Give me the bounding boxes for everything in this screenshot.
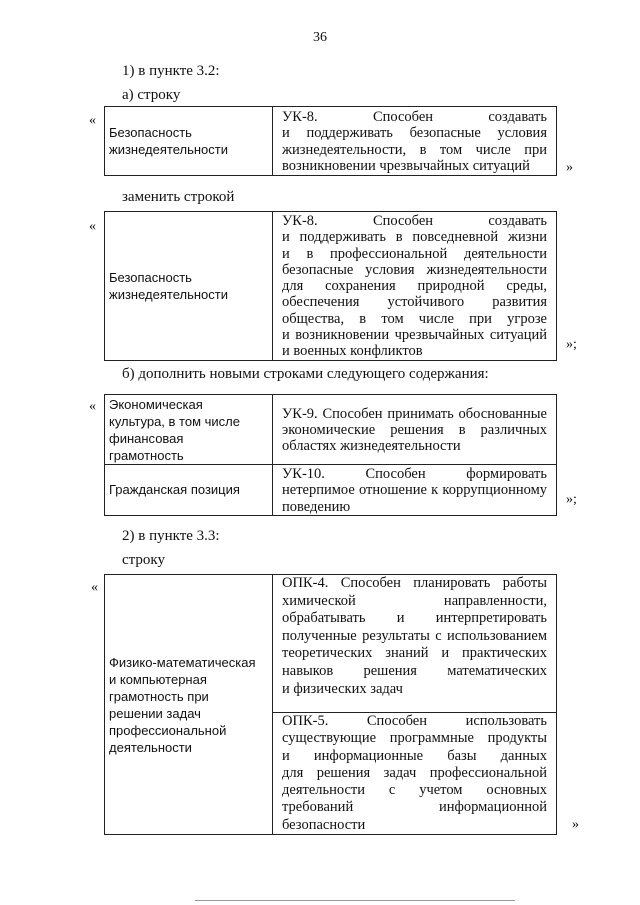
table-added-row-uk9-right <box>273 395 557 465</box>
table-added-row-uk10-left <box>105 465 273 516</box>
open-quote-1: « <box>89 113 96 128</box>
table-opk5-right-line: деятельности с учетом основных <box>282 782 547 799</box>
table-new-uk8 <box>104 211 557 361</box>
table-opk4-right-line: и физических задач <box>282 680 403 697</box>
table-old-uk8-left-line: жизнедеятельности <box>109 142 228 157</box>
table-opk-left-line: грамотность при <box>109 688 209 704</box>
table-opk-left-line: деятельности <box>109 739 192 755</box>
table-new-uk8-left-line: Безопасность <box>109 269 192 285</box>
close-quote-1: » <box>566 160 573 175</box>
table-old-uk8-left-line: Безопасность <box>109 125 192 140</box>
table-opk-left-line: профессиональной <box>109 722 227 738</box>
item-2-heading: 2) в пункте 3.3: <box>122 528 220 544</box>
table-opk5-right-line: и информационные базы данных <box>282 747 547 764</box>
table-added-row-left-line: Гражданская позиция <box>109 482 240 498</box>
table-added-row-right-line: УК-9. Способен принимать обоснованные <box>282 405 547 422</box>
item-1b-heading: б) дополнить новыми строками следующего содержания: <box>122 366 489 382</box>
table-added-row-left-line: финансовая <box>109 431 184 446</box>
table-opk5-right-line: ОПК-5. Способен использовать <box>282 713 547 729</box>
table-opk5-right-line: требований информационной <box>282 799 547 816</box>
table-opk <box>104 574 557 835</box>
table-opk-left-line: Физико-математическая <box>109 654 256 670</box>
close-quote-2: »; <box>566 337 577 352</box>
table-opk5-right-line: для решения задач профессиональной <box>282 764 547 781</box>
table-opk5-right-line: безопасности <box>282 816 366 833</box>
open-quote-2: « <box>89 219 96 234</box>
open-quote-4: « <box>91 580 98 595</box>
table-old-uk8-right-line: и поддерживать безопасные условия <box>282 125 547 142</box>
table-new-uk8-left <box>105 212 273 361</box>
table-opk5-right <box>273 713 557 835</box>
table-added-row-uk9-left <box>105 395 273 465</box>
item-1a-heading: а) строку <box>122 87 181 103</box>
page-bottom-rule <box>195 900 515 901</box>
table-added-row-left-line: Экономическая <box>109 397 203 412</box>
table-old-uk8-right-line: жизнедеятельности, в том числе при <box>282 141 547 158</box>
table-opk4-right-line: полученные результаты с использованием <box>282 627 547 644</box>
table-new-uk8-right-line: для сохранения природной среды, <box>282 278 547 295</box>
table-added-row-right-line: экономические решения в различных <box>282 421 547 438</box>
table-added-row-uk10-right <box>273 465 557 516</box>
table-opk4-right-line: навыков решения математических <box>282 662 547 679</box>
table-opk-left-line: и компьютерная <box>109 671 207 687</box>
table-old-uk8-right-line: возникновении чрезвычайных ситуаций <box>282 157 530 174</box>
table-added-row-right-line: поведению <box>282 498 351 515</box>
table-opk4-right-line: обрабатывать и интерпретировать <box>282 610 547 627</box>
table-new-uk8-left-line: жизнедеятельности <box>109 286 228 302</box>
item-2-row-label: строку <box>122 552 165 568</box>
table-old-uk8-left <box>105 107 273 176</box>
table-opk-left <box>105 575 273 835</box>
table-added-row-left-line: грамотность <box>109 448 184 463</box>
table-added-rows <box>104 394 557 516</box>
table-new-uk8-right-line: и поддерживать в повседневной жизни <box>282 229 547 246</box>
table-new-uk8-right-line: и в профессиональной деятельности <box>282 245 547 262</box>
close-quote-4: » <box>572 817 579 832</box>
table-new-uk8-right-line: УК-8. Способен создавать <box>282 213 547 229</box>
table-new-uk8-right-line: обеспечения устойчивого развития <box>282 294 547 311</box>
close-quote-3: »; <box>566 492 577 507</box>
table-new-uk8-right-line: общества, в том числе при угрозе <box>282 310 547 327</box>
table-new-uk8-right <box>273 212 557 361</box>
table-opk-left-line: решении задач <box>109 705 201 721</box>
item-1-heading: 1) в пункте 3.2: <box>122 63 220 79</box>
table-added-row-right-line: УК-10. Способен формировать <box>282 466 547 482</box>
table-old-uk8-right <box>273 107 557 176</box>
page-number: 36 <box>313 30 327 45</box>
open-quote-3: « <box>89 399 96 414</box>
table-new-uk8-right-line: и возникновении чрезвычайных ситуаций <box>282 327 547 344</box>
table-opk4-right <box>273 575 557 713</box>
table-opk4-right-line: химической направленности, <box>282 592 547 609</box>
table-added-row-right-line: нетерпимое отношение к коррупционному <box>282 482 547 499</box>
table-added-row-right-line: областях жизнедеятельности <box>282 438 461 455</box>
table-opk5-right-line: существующие программные продукты <box>282 730 547 747</box>
table-new-uk8-right-line: безопасные условия жизнедеятельности <box>282 261 547 278</box>
table-opk4-right-line: теоретических знаний и практических <box>282 645 547 662</box>
replace-with-label: заменить строкой <box>122 189 235 205</box>
table-added-row-left-line: культура, в том числе <box>109 414 240 429</box>
table-old-uk8-right-line: УК-8. Способен создавать <box>282 109 547 125</box>
table-opk4-right-line: ОПК-4. Способен планировать работы <box>282 575 547 591</box>
table-new-uk8-right-line: и военных конфликтов <box>282 343 423 360</box>
table-old-uk8 <box>104 106 557 176</box>
